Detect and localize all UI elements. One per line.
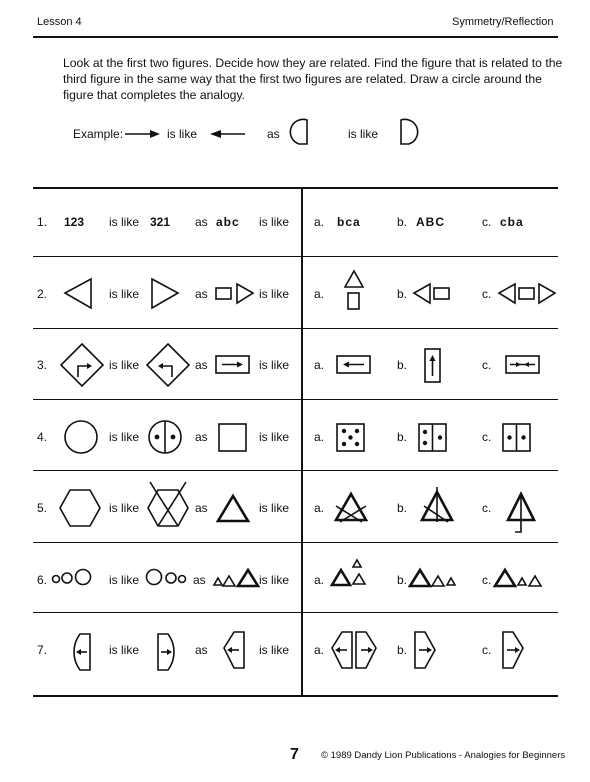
is-like-text: is like <box>259 215 290 229</box>
is-like-text: is like <box>259 358 290 372</box>
right-shield-arrow-right-icon <box>154 632 176 672</box>
page-number: 7 <box>290 746 299 763</box>
row-separator <box>33 542 558 543</box>
option-c-answer[interactable]: cba <box>500 215 524 229</box>
left-shield-arrow-left-icon <box>72 632 94 672</box>
option-c-triangle-square-triangle-icon[interactable] <box>497 283 559 305</box>
as-text: as <box>195 643 208 657</box>
row-number: 4. <box>37 430 48 444</box>
row-separator <box>33 612 558 613</box>
as-text: as <box>195 215 208 229</box>
option-b-label: b. <box>397 215 408 229</box>
is-like-text: is like <box>259 501 290 515</box>
instructions: Look at the first two figures. Decide how they are related. Find the figure that is related to the third figure in the same way that the first two figures are related. Draw a circle around the figure that completes the analogy. <box>63 56 563 102</box>
is-like-text: is like <box>109 501 140 515</box>
second-figure-text: 321 <box>150 215 171 229</box>
divided-circle-dots-icon <box>147 419 183 455</box>
option-b-pentagon-right-arrow-icon[interactable] <box>413 630 439 672</box>
example-arrow-left-icon <box>207 127 247 141</box>
is-like-text: is like <box>109 643 140 657</box>
option-b-answer[interactable]: ABC <box>416 215 445 229</box>
option-b-label: b. <box>397 501 408 515</box>
lesson-label: Lesson 4 <box>37 16 82 28</box>
option-c-label: c. <box>482 430 492 444</box>
as-text: as <box>195 287 208 301</box>
triangle-right-icon <box>149 277 181 311</box>
option-a-label: a. <box>314 430 325 444</box>
option-c-label: c. <box>482 573 492 587</box>
as-text: as <box>195 430 208 444</box>
as-text: as <box>193 573 206 587</box>
is-like-text: is like <box>259 643 290 657</box>
row-number: 5. <box>37 501 48 515</box>
row-number: 3. <box>37 358 48 372</box>
option-c-label: c. <box>482 215 492 229</box>
option-b-label: b. <box>397 573 408 587</box>
example-as: as <box>267 127 280 141</box>
is-like-text: is like <box>109 430 140 444</box>
option-a-square-five-dots-icon[interactable] <box>336 423 366 453</box>
option-b-triangle-crossed-vertical-icon[interactable] <box>420 486 454 524</box>
example-label: Example: <box>73 127 124 141</box>
option-a-label: a. <box>314 215 325 229</box>
pentagon-left-arrow-left-icon <box>222 630 246 672</box>
option-c-rectangle-double-arrow-icon[interactable] <box>505 355 541 375</box>
row-separator <box>33 399 558 400</box>
option-c-pentagon-right-arrow-icon[interactable] <box>501 630 527 672</box>
is-like-text: is like <box>109 573 140 587</box>
is-like-text: is like <box>109 358 140 372</box>
first-figure-text: 123 <box>64 215 85 229</box>
option-c-label: c. <box>482 287 492 301</box>
option-a-label: a. <box>314 501 325 515</box>
option-a-label: a. <box>314 643 325 657</box>
example-droplet-right-icon <box>398 118 424 148</box>
diamond-arrow-right-icon <box>60 343 104 387</box>
as-text: as <box>195 501 208 515</box>
is-like-text: is like <box>109 287 140 301</box>
option-b-label: b. <box>397 358 408 372</box>
row-separator <box>33 256 558 257</box>
option-a-rectangle-arrow-left-icon[interactable] <box>336 355 372 375</box>
row-separator <box>33 328 558 329</box>
hexagon-icon <box>58 488 102 528</box>
is-like-text: is like <box>259 287 290 301</box>
is-like-text: is like <box>259 430 290 444</box>
option-a-pentagon-pair-icon[interactable] <box>330 630 378 672</box>
square-icon <box>218 423 248 453</box>
triangle-icon <box>216 494 250 524</box>
row-number: 6. <box>37 573 48 587</box>
option-b-triangle-square-icon[interactable] <box>412 283 454 305</box>
option-a-triangles-stacked-icon[interactable] <box>330 558 370 588</box>
example-is-like-2: is like <box>348 127 379 141</box>
option-b-triangles-large-to-small-icon[interactable] <box>409 568 457 588</box>
option-c-label: c. <box>482 643 492 657</box>
row-number: 2. <box>37 287 48 301</box>
triangles-small-to-large-icon <box>213 568 261 588</box>
rectangle-arrow-right-icon <box>215 355 251 375</box>
option-a-label: a. <box>314 358 325 372</box>
example-arrow-right-icon <box>124 127 164 141</box>
row-separator <box>33 470 558 471</box>
example-droplet-left-icon <box>287 118 313 148</box>
is-like-text: is like <box>109 215 140 229</box>
table-divider <box>301 187 303 696</box>
row-number: 7. <box>37 643 48 657</box>
table-bottom-rule <box>33 695 558 697</box>
option-b-rectangle-arrow-up-icon[interactable] <box>424 348 442 384</box>
third-figure-text: abc <box>216 215 240 229</box>
table-top-rule <box>33 187 558 189</box>
option-a-label: a. <box>314 287 325 301</box>
option-c-triangle-bisected-icon[interactable] <box>506 492 536 538</box>
circles-small-to-large-icon <box>50 568 96 588</box>
hexagon-crossed-icon <box>145 480 191 530</box>
diamond-arrow-left-icon <box>146 343 190 387</box>
circles-large-to-small-icon <box>145 568 191 588</box>
triangle-left-icon <box>62 277 94 311</box>
option-c-label: c. <box>482 358 492 372</box>
is-like-text: is like <box>259 573 290 587</box>
square-triangle-right-icon <box>215 283 257 305</box>
option-c-triangles-large-small-medium-icon[interactable] <box>494 568 544 588</box>
option-b-divided-square-dots-icon[interactable] <box>418 423 448 453</box>
circle-icon <box>63 419 99 455</box>
option-a-answer[interactable]: bca <box>337 215 361 229</box>
option-a-triangle-over-square-icon[interactable] <box>343 270 365 312</box>
as-text: as <box>195 358 208 372</box>
option-a-triangle-crossed-icon[interactable] <box>334 490 368 524</box>
example-is-like-1: is like <box>167 127 198 141</box>
copyright-notice: © 1989 Dandy Lion Publications - Analogies for Beginners <box>321 750 566 761</box>
option-c-label: c. <box>482 501 492 515</box>
option-b-label: b. <box>397 643 408 657</box>
option-b-label: b. <box>397 430 408 444</box>
option-b-label: b. <box>397 287 408 301</box>
header-rule <box>33 36 558 38</box>
row-number: 1. <box>37 215 48 229</box>
topic-label: Symmetry/Reflection <box>452 16 554 28</box>
option-c-divided-square-two-dots-icon[interactable] <box>502 423 532 453</box>
option-a-label: a. <box>314 573 325 587</box>
